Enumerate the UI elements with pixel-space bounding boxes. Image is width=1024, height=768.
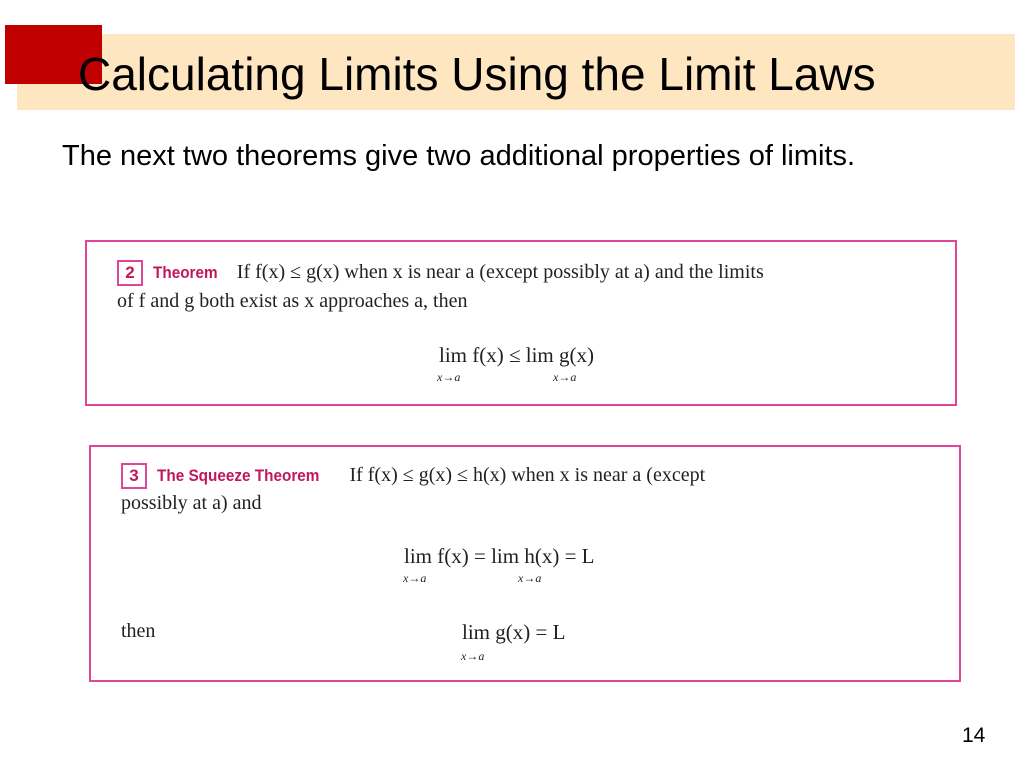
theorem-2-box xyxy=(85,240,957,406)
theorem-3-then: then xyxy=(121,620,156,642)
theorem-3-line1-row xyxy=(121,461,705,490)
theorem-3-name: The Squeeze Theorem xyxy=(157,466,320,485)
theorem-2-sub-2: x→a xyxy=(553,370,577,384)
theorem-2-line1: If f(x) ≤ g(x) when x is near a (except possibly at a) and the limits xyxy=(236,261,764,283)
theorem-2-line1-row xyxy=(117,258,764,287)
theorem-3-eq2-sub: x→a xyxy=(461,649,485,663)
theorem-3-line2: possibly at a) and xyxy=(121,492,262,514)
slide-title: Calculating Limits Using the Limit Laws xyxy=(78,48,876,100)
theorem-2-name: Theorem xyxy=(153,263,218,282)
page-number: 14 xyxy=(962,724,986,747)
theorem-3-eq1-sub-1: x→a xyxy=(403,571,427,585)
theorem-2-line2: of f and g both exist as x approaches a, then xyxy=(117,290,468,312)
theorem-3-equation2: lim g(x) = L xyxy=(462,620,566,644)
theorem-2-equation: lim f(x) ≤ lim g(x) xyxy=(439,343,594,367)
theorem-2-number: 2 xyxy=(117,260,143,286)
intro-text: The next two theorems give two additional properties of limits. xyxy=(62,140,856,172)
theorem-3-number: 3 xyxy=(121,463,147,489)
theorem-3-box xyxy=(89,445,961,682)
theorem-2-sub-1: x→a xyxy=(437,370,461,384)
theorem-3-eq1-sub-2: x→a xyxy=(518,571,542,585)
theorem-3-line1: If f(x) ≤ g(x) ≤ h(x) when x is near a (except xyxy=(349,464,706,486)
theorem-3-equation1: lim f(x) = lim h(x) = L xyxy=(404,544,595,568)
